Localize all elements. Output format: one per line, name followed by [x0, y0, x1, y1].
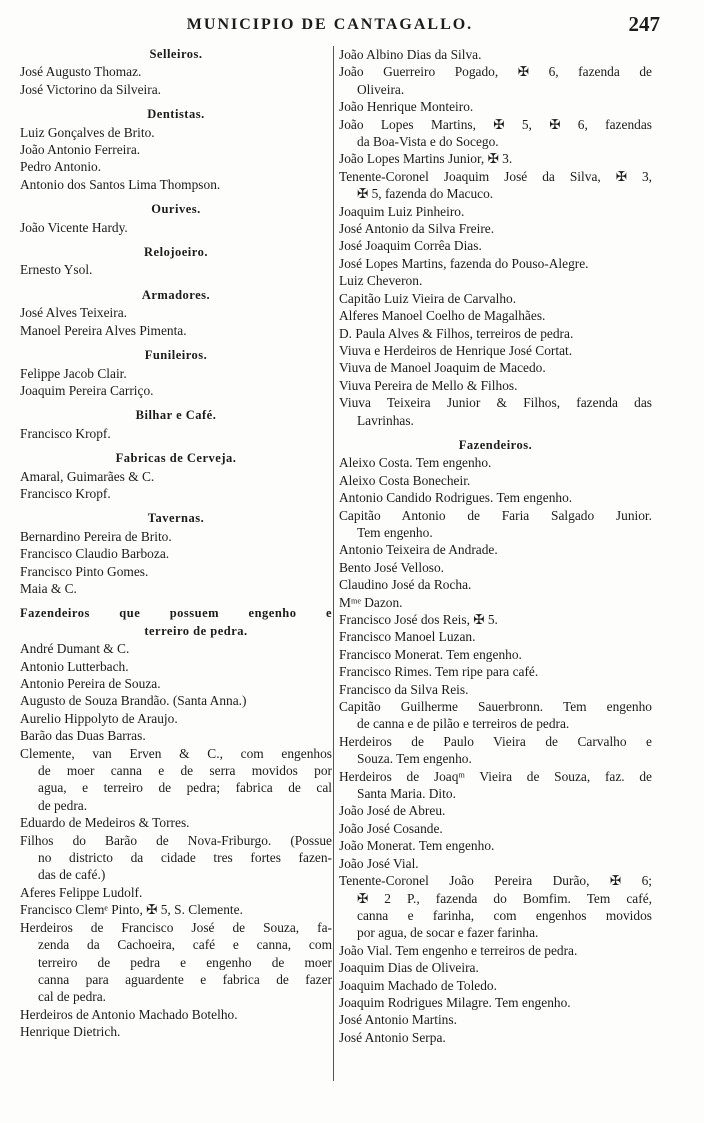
entry-line: Luiz Cheveron.: [339, 273, 423, 289]
entry-line: José Antonio Serpa.: [339, 1029, 446, 1045]
entry-line: Mᵐᵉ Dazon.: [339, 594, 403, 610]
entry-line: Filhos do Barão de Nova-Friburgo. (Possue: [20, 832, 332, 848]
entry-line: André Dumant & C.: [20, 641, 130, 657]
entry-line: José Victorino da Silveira.: [20, 81, 162, 97]
entry-line: Augusto de Souza Brandão. (Santa Anna.): [20, 693, 247, 709]
entry-line: Oliveira.: [357, 81, 405, 97]
entry-line: por agua, de socar e fazer farinha.: [357, 925, 539, 941]
section-heading: Fabricas de Cerveja.: [115, 451, 237, 466]
entry-line: canna e farinha, com engenhos movidos: [357, 907, 652, 923]
entry-line: Viuva Pereira de Mello & Filhos.: [339, 377, 518, 393]
entry-line: José Antonio Martins.: [339, 1012, 457, 1028]
entry-line: Barão das Duas Barras.: [20, 728, 146, 744]
entry-line: Aferes Felippe Ludolf.: [20, 884, 143, 900]
entry-line: José Antonio da Silva Freire.: [339, 221, 495, 237]
entry-line: Francisco Kropf.: [20, 485, 111, 501]
entry-line: João Monerat. Tem engenho.: [339, 838, 495, 854]
section-heading: Tavernas.: [147, 511, 205, 526]
entry-line: Clemente, van Erven & C., com engenhos: [20, 745, 332, 761]
right-column: [339, 46, 652, 1046]
column-divider: [333, 46, 334, 1081]
entry-line: Joaquim Machado de Toledo.: [339, 977, 497, 993]
section-heading: Fazendeiros.: [458, 437, 533, 452]
entry-line: Aurelio Hippolyto de Araujo.: [20, 710, 178, 726]
entry-line: Aleixo Costa. Tem engenho.: [339, 455, 492, 471]
entry-line: Antonio Lutterbach.: [20, 658, 129, 674]
entry-line: Antonio Candido Rodrigues. Tem engenho.: [339, 490, 573, 506]
entry-line: Francisco Clemᵉ Pinto, ✠ 5, S. Clemente.: [20, 902, 243, 918]
entry-line: Francisco Pinto Gomes.: [20, 563, 149, 579]
entry-paragraph: [20, 745, 332, 815]
entry-line: Aleixo Costa Bonecheir.: [339, 472, 471, 488]
entry-line: ✠ 2 P., fazenda do Bomfim. Tem café,: [357, 890, 652, 906]
entry-line: Claudino José da Rocha.: [339, 577, 472, 593]
section-heading: Dentistas.: [147, 107, 205, 122]
entry-paragraph: [339, 507, 652, 542]
section-heading: Funileiros.: [144, 348, 208, 363]
entry-line: Joaquim Dias de Oliveira.: [339, 960, 479, 976]
entry-line: Francisco José dos Reis, ✠ 5.: [339, 612, 498, 627]
entry-line: Francisco Rimes. Tem ripe para café.: [339, 664, 539, 680]
entry-line: Santa Maria. Dito.: [357, 786, 456, 802]
entry-line: Antonio Teixeira de Andrade.: [339, 542, 498, 558]
entry-line: José Alves Teixeira.: [20, 305, 128, 321]
entry-line: Bento José Velloso.: [339, 559, 445, 575]
entry-line: Tenente-Coronel Joaquim José da Silva, ✠ 3,: [339, 168, 652, 184]
entry-paragraph: [339, 168, 652, 203]
entry-line: João José Vial.: [339, 855, 419, 871]
entry-line: Joaquim Pereira Carriço.: [20, 382, 154, 398]
entry-line: de pedra.: [38, 797, 88, 813]
entry-line: Herdeiros de Joaqᵐ Vieira de Souza, faz. de: [339, 768, 652, 784]
entry-line: Capitão Antonio de Faria Salgado Junior.: [339, 507, 652, 523]
entry-line: José Joaquim Corrêa Dias.: [339, 238, 482, 254]
entry-line: Pedro Antonio.: [20, 159, 102, 175]
entry-line: Tenente-Coronel João Pereira Durão, ✠ 6;: [339, 873, 652, 889]
entry-line: Henrique Dietrich.: [20, 1024, 121, 1040]
entry-line: cal de pedra.: [38, 989, 107, 1005]
section-heading: Relojoeiro.: [144, 245, 208, 260]
entry-line: Eduardo de Medeiros & Torres.: [20, 815, 190, 831]
entry-line: Viuva e Herdeiros de Henrique José Cortat.: [339, 342, 573, 358]
entry-paragraph: [20, 919, 332, 1006]
entry-line: Joaquim Luiz Pinheiro.: [339, 203, 465, 219]
entry-line: Francisco Claudio Barboza.: [20, 546, 170, 562]
entry-line: Souza. Tem engenho.: [357, 751, 472, 767]
entry-line: José Lopes Martins, fazenda do Pouso-Alegre.: [339, 255, 589, 271]
entry-line: Viuva de Manoel Joaquim de Macedo.: [339, 360, 546, 376]
left-column: [20, 46, 332, 1041]
entry-line: João Guerreiro Pogado, ✠ 6, fazenda de: [339, 64, 652, 80]
section-heading: Fazendeiros que possuem engenho e: [20, 606, 332, 621]
entry-line: agua, e terreiro de pedra; fabrica de cal: [38, 780, 332, 796]
entry-line: Tem engenho.: [357, 524, 433, 540]
entry-line: terreiro de pedra e engenho de moer: [38, 954, 332, 970]
entry-line: João Albino Dias da Silva.: [339, 47, 482, 62]
entry-line: ✠ 5, fazenda do Macuco.: [357, 186, 494, 202]
entry-line: canna para aguardente e fabrica de fazer: [38, 971, 332, 987]
entry-line: no districto da cidade tres fortes fazen-: [38, 850, 332, 866]
entry-line: de canna e de pilão e terreiros de pedra.: [357, 716, 570, 732]
entry-line: das de café.): [38, 867, 106, 883]
entry-line: Luiz Gonçalves de Brito.: [20, 124, 155, 140]
entry-line: Joaquim Rodrigues Milagre. Tem engenho.: [339, 994, 571, 1010]
entry-line: Herdeiros de Francisco José de Souza, fa-: [20, 919, 332, 935]
entry-line: Alferes Manoel Coelho de Magalhães.: [339, 308, 546, 324]
entry-paragraph: [339, 116, 652, 151]
entry-line: Francisco da Silva Reis.: [339, 681, 469, 697]
entry-line: D. Paula Alves & Filhos, terreiros de pedra.: [339, 325, 574, 341]
page-number: 247: [628, 12, 660, 36]
entry-line: Capitão Luiz Vieira de Carvalho.: [339, 290, 517, 306]
entry-paragraph: [339, 698, 652, 733]
entry-line: zenda da Cachoeira, café e canna, com: [38, 937, 332, 953]
section-heading: Selleiros.: [149, 47, 203, 61]
entry-paragraph: [339, 872, 652, 942]
entry-line: João Vial. Tem engenho e terreiros de pedra.: [339, 942, 578, 958]
entry-paragraph: [20, 832, 332, 884]
entry-paragraph: [339, 768, 652, 803]
entry-line: João Henrique Monteiro.: [339, 99, 474, 115]
entry-line: Bernardino Pereira de Brito.: [20, 528, 172, 544]
entry-line: de moer canna e de serra movidos por: [38, 763, 332, 779]
entry-line: Capitão Guilherme Sauerbronn. Tem engenho: [339, 699, 652, 715]
entry-line: João Vicente Hardy.: [20, 219, 128, 235]
entry-line: João Lopes Martins Junior, ✠ 3.: [339, 151, 513, 167]
section-heading: Bilhar e Café.: [135, 408, 217, 423]
entry-line: Viuva Teixeira Junior & Filhos, fazenda das: [339, 395, 652, 411]
entry-line: Francisco Manoel Luzan.: [339, 629, 476, 645]
entry-line: Antonio dos Santos Lima Thompson.: [20, 176, 221, 192]
entry-line: José Augusto Thomaz.: [20, 64, 142, 80]
page-title: MUNICIPIO DE CANTAGALLO.: [186, 16, 474, 33]
entry-line: João José de Abreu.: [339, 803, 446, 819]
page-header: [0, 12, 704, 42]
entry-line: Amaral, Guimarães & C.: [20, 468, 155, 484]
entry-line: Antonio Pereira de Souza.: [20, 676, 161, 691]
entry-line: da Boa-Vista e do Socego.: [357, 134, 499, 150]
entry-paragraph: [339, 63, 652, 98]
entry-line: Manoel Pereira Alves Pimenta.: [20, 322, 187, 338]
entry-line: Maia & C.: [20, 580, 77, 596]
entry-line: João Lopes Martins, ✠ 5, ✠ 6, fazendas: [339, 116, 652, 132]
entry-line: João José Cosande.: [339, 820, 443, 836]
entry-line: Francisco Kropf.: [20, 425, 111, 441]
entry-line: Herdeiros de Paulo Vieira de Carvalho e: [339, 733, 652, 749]
entry-line: João Antonio Ferreira.: [20, 142, 141, 158]
section-heading: Ourives.: [151, 202, 201, 217]
section-heading: terreiro de pedra.: [144, 623, 248, 638]
entry-line: Francisco Monerat. Tem engenho.: [339, 646, 522, 662]
entry-paragraph: [339, 733, 652, 768]
entry-line: Lavrinhas.: [357, 412, 414, 428]
entry-line: Herdeiros de Antonio Machado Botelho.: [20, 1006, 238, 1022]
entry-paragraph: [339, 394, 652, 429]
section-heading: Armadores.: [141, 287, 211, 302]
entry-line: Felippe Jacob Clair.: [20, 365, 127, 381]
entry-line: Ernesto Ysol.: [20, 262, 93, 278]
